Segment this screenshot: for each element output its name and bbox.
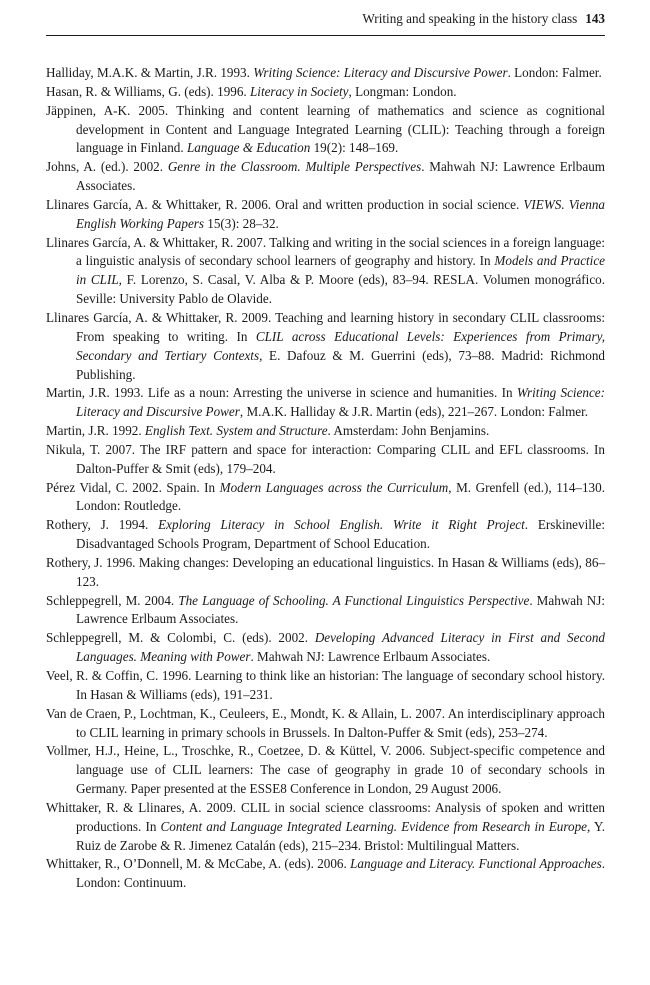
reference-entry bbox=[46, 196, 605, 234]
ref-segment-italic: Language & Education bbox=[186, 140, 311, 156]
ref-segment: . Amsterdam: John Benjamins. bbox=[327, 423, 490, 439]
ref-segment: Llinares García, A. & Whittaker, R. 2009. Teaching and learning history in secondary CLIL classrooms: From speaking to writing. In bbox=[46, 309, 605, 344]
ref-segment-italic: Exploring Literacy in School English. Write it Right Project bbox=[158, 517, 525, 533]
ref-segment: , F. Lorenzo, S. Casal, V. Alba & P. Moore (eds), 83–94. RESLA. Volumen monográfico. Seville: University Pablo de Olavide. bbox=[76, 272, 606, 307]
reference-entry bbox=[46, 667, 605, 705]
reference-entry bbox=[46, 799, 605, 856]
running-head bbox=[46, 10, 605, 28]
reference-entry bbox=[46, 102, 605, 159]
ref-segment: Rothery, J. 1996. Making changes: Developing an educational linguistics. In Hasan & Williams (eds), 86–123. bbox=[46, 554, 605, 589]
reference-entry bbox=[46, 309, 605, 384]
running-title: Writing and speaking in the history class bbox=[362, 11, 578, 26]
reference-entry bbox=[46, 855, 605, 893]
reference-entry bbox=[46, 441, 605, 479]
ref-segment: Whittaker, R. & Llinares, A. 2009. CLIL in social science classrooms: Analysis of spoken and written productions. In bbox=[46, 799, 605, 834]
ref-segment: , Y. Ruiz de Zarobe & R. Jimenez Catalán (eds), 215–234. Bristol: Multilingual Matters. bbox=[76, 818, 605, 853]
ref-segment: Veel, R. & Coffin, C. 1996. Learning to think like an historian: The language of secondary school history. In Hasan & Williams (eds), 191–231. bbox=[46, 668, 605, 702]
reference-entry bbox=[46, 592, 605, 630]
ref-segment: Schleppegrell, M. 2004. bbox=[46, 592, 179, 608]
ref-segment: Martin, J.R. 1992. bbox=[46, 423, 145, 439]
ref-segment: . Mahwah NJ: Lawrence Erlbaum Associates. bbox=[76, 159, 605, 194]
reference-entry bbox=[46, 554, 605, 592]
ref-segment: Jäppinen, A-K. 2005. Thinking and content learning of mathematics and science as cognitional development in Content and Language Integrated Learning (CLIL): Teaching through a foreign language in Finland. bbox=[46, 102, 605, 156]
ref-segment: . Mahwah NJ: Lawrence Erlbaum Associates. bbox=[76, 592, 605, 627]
ref-segment: Schleppegrell, M. & Colombi, C. (eds). 2002. bbox=[46, 630, 315, 646]
ref-segment-italic: Writing Science: Literacy and Discursive Power bbox=[76, 385, 605, 420]
ref-segment-italic: Models and Practice in CLIL bbox=[76, 253, 605, 288]
reference-entry bbox=[46, 158, 605, 196]
ref-segment-italic: VIEWS. Vienna English Working Papers bbox=[76, 196, 605, 231]
ref-segment: Pérez Vidal, C. 2002. Spain. In bbox=[46, 479, 220, 495]
reference-entry bbox=[46, 629, 605, 667]
ref-segment: , M.A.K. Halliday & J.R. Martin (eds), 221–267. London: Falmer. bbox=[239, 404, 589, 420]
ref-segment: Van de Craen, P., Lochtman, K., Ceuleers, E., Mondt, K. & Allain, L. 2007. An interdisciplinary approach to CLIL learning in primary schools in Brussels. In Dalton-Puffer & Smit (eds), 253–274. bbox=[46, 705, 605, 740]
ref-segment: Nikula, T. 2007. The IRF pattern and space for interaction: Comparing CLIL and EFL classrooms. In Dalton-Puffer & Smit (eds), 179–204. bbox=[46, 441, 605, 476]
ref-segment: 19(2): 148–169. bbox=[310, 140, 399, 156]
ref-segment: , Longman: London. bbox=[348, 83, 457, 99]
ref-segment: Halliday, M.A.K. & Martin, J.R. 1993. bbox=[46, 65, 254, 80]
reference-entry bbox=[46, 742, 605, 799]
ref-segment: , E. Dafouz & M. Guerrini (eds), 73–88. Madrid: Richmond Publishing. bbox=[76, 347, 605, 382]
ref-segment: . London: Falmer. bbox=[507, 65, 602, 80]
header-rule bbox=[46, 35, 605, 36]
ref-segment-italic: Language and Literacy. Functional Approaches bbox=[350, 856, 602, 872]
ref-segment-italic: Genre in the Classroom. Multiple Perspectives bbox=[167, 159, 422, 175]
ref-segment: Rothery, J. 1994. bbox=[46, 517, 159, 533]
ref-segment-italic: Content and Language Integrated Learning. Evidence from Research in Europe bbox=[160, 818, 587, 834]
ref-segment: Llinares García, A. & Whittaker, R. 2007. Talking and writing in the social sciences in a foreign language: a linguistic analysis of secondary school learners of geography and history. In bbox=[46, 234, 605, 269]
ref-segment: Johns, A. (ed.). 2002. bbox=[46, 159, 168, 175]
ref-segment-italic: Literacy in Society bbox=[249, 83, 349, 99]
ref-segment: Whittaker, R., O’Donnell, M. & McCabe, A. (eds). 2006. bbox=[46, 856, 351, 872]
ref-segment: Hasan, R. & Williams, G. (eds). 1996. bbox=[46, 83, 250, 99]
reference-entry bbox=[46, 705, 605, 743]
ref-segment: . Erskineville: Disadvantaged Schools Program, Department of School Education. bbox=[76, 517, 605, 552]
ref-segment: 15(3): 28–32. bbox=[204, 215, 279, 231]
ref-segment-italic: The Language of Schooling. A Functional Linguistics Perspective bbox=[178, 592, 530, 608]
reference-list bbox=[46, 64, 605, 893]
ref-segment-italic: CLIL across Educational Levels: Experiences from Primary, Secondary and Tertiary Contexts bbox=[76, 328, 605, 363]
ref-segment: Llinares García, A. & Whittaker, R. 2006. Oral and written production in social science. bbox=[46, 196, 524, 212]
reference-entry bbox=[46, 516, 605, 554]
ref-segment-italic: Writing Science: Literacy and Discursive Power bbox=[253, 65, 508, 80]
ref-segment-italic: Modern Languages across the Curriculum bbox=[219, 479, 449, 495]
ref-segment-italic: Developing Advanced Literacy in First and Second Languages. Meaning with Power bbox=[76, 630, 605, 665]
ref-segment: . London: Continuum. bbox=[76, 856, 605, 891]
ref-segment: , M. Grenfell (ed.), 114–130. London: Routledge. bbox=[76, 479, 605, 514]
ref-segment: . Mahwah NJ: Lawrence Erlbaum Associates. bbox=[250, 649, 491, 665]
ref-segment: Vollmer, H.J., Heine, L., Troschke, R., Coetzee, D. & Küttel, V. 2006. Subject-specific competence and language use of CLIL learners: The case of geography in grade 10 of secondary schools in Germany. Paper presented at the ESSE8 Conference in London, 29 August 2006. bbox=[46, 743, 605, 797]
reference-entry bbox=[46, 384, 605, 422]
reference-entry bbox=[46, 234, 605, 309]
reference-entry bbox=[46, 64, 605, 83]
ref-segment-italic: English Text. System and Structure bbox=[144, 423, 328, 439]
reference-entry bbox=[46, 422, 605, 441]
ref-segment: Martin, J.R. 1993. Life as a noun: Arresting the universe in science and humanities. In bbox=[46, 385, 517, 401]
reference-entry bbox=[46, 83, 605, 102]
reference-entry bbox=[46, 479, 605, 517]
page-number: 143 bbox=[585, 11, 605, 26]
